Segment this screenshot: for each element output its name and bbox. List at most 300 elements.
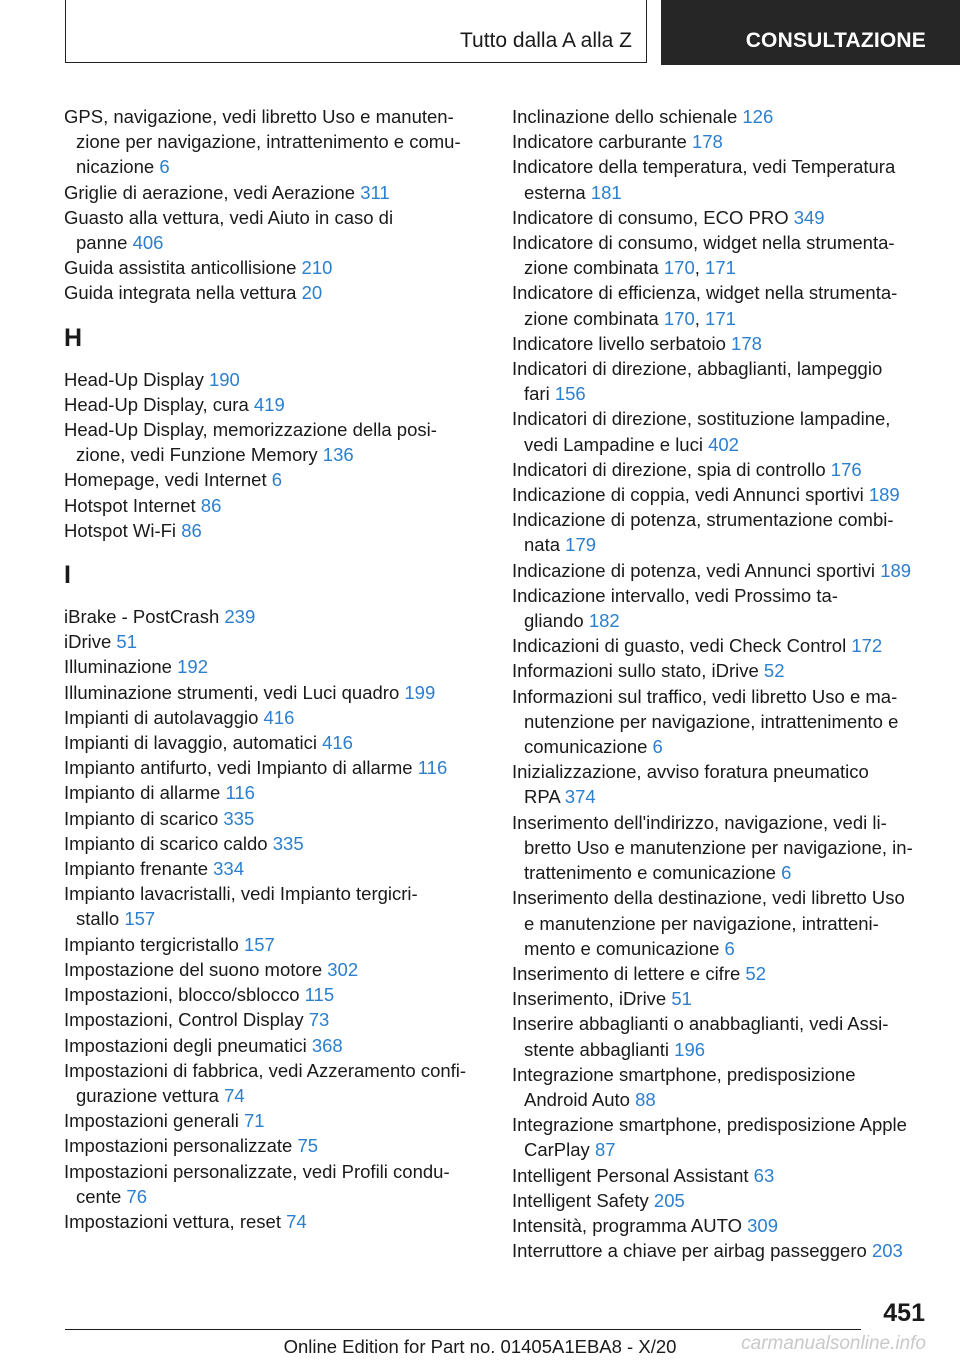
- page-link[interactable]: 171: [705, 257, 736, 279]
- index-entry: [512, 759, 932, 809]
- page-link[interactable]: 116: [225, 782, 255, 804]
- index-entry: [64, 932, 484, 957]
- page-link[interactable]: 86: [181, 519, 202, 541]
- index-entry-text: gliando: [524, 610, 584, 632]
- index-entry-text: CarPlay: [524, 1139, 590, 1161]
- index-entry: [64, 205, 484, 255]
- index-entry-line: [512, 205, 932, 230]
- index-entry-text: Intensità, programma AUTO: [512, 1214, 742, 1236]
- page-link[interactable]: 210: [301, 257, 333, 279]
- index-entry-line: [512, 532, 932, 557]
- index-entry-line: [512, 1137, 932, 1162]
- index-entry-text: Impostazione del suono motore: [64, 958, 323, 980]
- index-entry-line: [64, 1033, 484, 1058]
- index-entry-text: iDrive: [64, 631, 112, 653]
- index-entry-line: [512, 810, 932, 835]
- index-entry-text: gurazione vettura: [76, 1084, 219, 1106]
- index-entry-text: Indicatore di efficienza, widget nella strumenta-: [512, 282, 898, 304]
- index-entry: [64, 982, 484, 1007]
- index-entry-text: panne: [76, 232, 128, 254]
- index-entry-text: Impianto di scarico caldo: [64, 832, 268, 854]
- page-link[interactable]: 136: [322, 444, 354, 466]
- header-tab: [661, 0, 960, 65]
- index-entry: [512, 810, 932, 886]
- index-column-right: [512, 104, 932, 1263]
- page-link[interactable]: 178: [731, 332, 762, 354]
- index-entry: [64, 518, 484, 543]
- page-link[interactable]: 190: [208, 368, 240, 390]
- index-entry-line: [64, 467, 484, 492]
- index-entry-text: trattenimento e comunicazione: [524, 862, 776, 884]
- page-link[interactable]: 178: [691, 131, 723, 153]
- index-entry-line: [512, 104, 932, 129]
- index-entry-line: [64, 654, 484, 679]
- index-entry-text: Impostazioni, blocco/sblocco: [64, 984, 300, 1006]
- index-entry-line: [64, 604, 484, 629]
- index-entry: [512, 205, 932, 230]
- index-entry: [512, 961, 932, 986]
- page-link[interactable]: 116: [417, 757, 448, 779]
- index-entry: [64, 705, 484, 730]
- index-entry-line: [64, 1159, 484, 1184]
- index-entry: [512, 1163, 932, 1188]
- index-entry: [512, 1238, 932, 1263]
- index-entry-text: Indicatore di consumo, ECO PRO: [512, 206, 789, 228]
- index-entry-line: [512, 658, 932, 683]
- index-entry: [64, 1033, 484, 1058]
- index-entry-line: [512, 457, 932, 482]
- page-link[interactable]: 402: [708, 433, 739, 455]
- page-link[interactable]: 406: [132, 232, 164, 254]
- page-link[interactable]: 76: [126, 1185, 147, 1207]
- index-entry: [512, 633, 932, 658]
- index-entry-text: Impostazioni generali: [64, 1110, 239, 1132]
- page-link[interactable]: 205: [653, 1189, 685, 1211]
- index-entry-text: Guida assistita anticollisione: [64, 257, 297, 279]
- index-entry-text: Guida integrata nella vettura: [64, 282, 297, 304]
- index-entry-text: Inserimento, iDrive: [512, 988, 667, 1010]
- index-entry-line: [512, 1087, 932, 1112]
- index-entry-line: [64, 856, 484, 881]
- index-entry-line: [512, 759, 932, 784]
- index-entry-line: [64, 831, 484, 856]
- index-entry-text: iBrake - PostCrash: [64, 606, 220, 628]
- index-entry-line: [64, 1007, 484, 1032]
- index-entry-text: Indicatore livello serbatoio: [512, 332, 726, 354]
- index-entry-text: Indicatori di direzione, spia di controllo: [512, 458, 826, 480]
- index-entry: [512, 230, 932, 280]
- index-entry-line: [512, 154, 932, 179]
- page-link[interactable]: 6: [652, 736, 663, 758]
- index-entry-line: [512, 1011, 932, 1036]
- index-entry-text: Indicazione di potenza, strumentazione combi-: [512, 509, 894, 531]
- index-entry-line: [512, 633, 932, 658]
- index-entry: [512, 129, 932, 154]
- index-entry: [512, 558, 932, 583]
- page-link[interactable]: 74: [224, 1084, 245, 1106]
- index-entry: [512, 583, 932, 633]
- page-link[interactable]: 199: [404, 681, 436, 703]
- index-entry-text: Intelligent Personal Assistant: [512, 1164, 749, 1186]
- index-entry-line: [64, 932, 484, 957]
- index-entry-line: [64, 730, 484, 755]
- page-link[interactable]: 181: [590, 181, 622, 203]
- index-entry-text: Inserimento della destinazione, vedi libretto Uso: [512, 887, 905, 909]
- index-entry-line: [512, 835, 932, 860]
- index-entry-line: [512, 331, 932, 356]
- page-link[interactable]: 52: [763, 660, 785, 682]
- index-entry: [512, 986, 932, 1011]
- index-entry: [64, 831, 484, 856]
- page-link[interactable]: 239: [224, 606, 256, 628]
- index-entry-text: Impianto frenante: [64, 858, 208, 880]
- index-entry: [64, 367, 484, 392]
- index-entry-line: [64, 906, 484, 931]
- index-entry-text: Impianti di lavaggio, automatici: [64, 732, 317, 754]
- index-entry: [512, 1112, 932, 1162]
- index-entry: [64, 856, 484, 881]
- index-entry-text: Head-Up Display: [64, 368, 204, 390]
- index-entry-text: Informazioni sul traffico, vedi libretto Uso e ma-: [512, 685, 898, 707]
- index-entry: [64, 680, 484, 705]
- page-link[interactable]: 368: [311, 1034, 343, 1056]
- index-entry-line: [512, 583, 932, 608]
- index-entry-text: mento e comunicazione: [524, 937, 720, 959]
- page-link[interactable]: 157: [243, 933, 275, 955]
- index-entry-line: [64, 705, 484, 730]
- page-link[interactable]: 156: [554, 383, 586, 405]
- index-entry-line: [64, 493, 484, 518]
- page-link[interactable]: 349: [793, 206, 825, 228]
- index-entry-text: nicazione: [76, 156, 155, 178]
- index-entry-text: Guasto alla vettura, vedi Aiuto in caso di: [64, 206, 394, 228]
- page-link[interactable]: 302: [327, 958, 359, 980]
- index-entry-line: [512, 684, 932, 709]
- index-entry-line: [64, 957, 484, 982]
- index-entry-text: Hotspot Wi-Fi: [64, 519, 177, 541]
- index-entry: [64, 255, 484, 280]
- page-link[interactable]: 75: [297, 1135, 319, 1157]
- index-entry: [64, 467, 484, 492]
- index-entry: [512, 885, 932, 961]
- page-link[interactable]: 374: [564, 786, 596, 808]
- page-link[interactable]: 176: [830, 458, 862, 480]
- index-entry-line: [512, 129, 932, 154]
- header-section-box: [65, 0, 647, 63]
- page-link[interactable]: 309: [747, 1214, 778, 1236]
- index-entry-line: [512, 1188, 932, 1213]
- index-entry-text: Griglie di aerazione, vedi Aerazione: [64, 181, 356, 203]
- index-entry-line: [64, 1184, 484, 1209]
- index-entry: [64, 1007, 484, 1032]
- index-entry-text: Hotspot Internet: [64, 494, 196, 516]
- index-entry-line: zione combinata 170, 171: [524, 257, 736, 279]
- index-entry-text: Impostazioni, Control Display: [64, 1009, 304, 1031]
- index-entry: [64, 1133, 484, 1158]
- index-entry-text: e manutenzione per navigazione, intratteni-: [524, 912, 879, 934]
- index-entry-text: fari: [524, 383, 550, 405]
- index-letter-heading: H: [64, 323, 83, 352]
- index-entry-line: [64, 1058, 484, 1083]
- index-entry-line: [512, 734, 932, 759]
- index-entry-text: Indicatore di consumo, widget nella strumenta-: [512, 232, 895, 254]
- page-link[interactable]: 63: [753, 1164, 775, 1186]
- index-entry-line: [512, 608, 932, 633]
- page-link[interactable]: 86: [200, 494, 222, 516]
- index-entry-text: nutenzione per navigazione, intrattenimento e: [524, 710, 899, 732]
- index-entry-line: [64, 755, 484, 780]
- index-entry-text: zione per navigazione, intrattenimento e comu-: [76, 131, 461, 153]
- index-entry-text: stente abbaglianti: [524, 1038, 670, 1060]
- index-entry-line: [64, 1108, 484, 1133]
- index-entry-text: Indicatori di direzione, abbaglianti, lampeggio: [512, 358, 883, 380]
- page-link[interactable]: 182: [588, 610, 620, 632]
- index-entry: [512, 658, 932, 683]
- index-entry: [64, 1159, 484, 1209]
- index-entry-line: [64, 180, 484, 205]
- index-entry-text: bretto Uso e manutenzione per navigazione, in-: [524, 836, 913, 858]
- index-entry-text: Illuminazione: [64, 656, 172, 678]
- index-entry-text: Interruttore a chiave per airbag passeggero: [512, 1240, 867, 1262]
- index-entry-text: Indicazione di potenza, vedi Annunci sportivi: [512, 559, 876, 581]
- index-entry: [64, 780, 484, 805]
- index-entry: [512, 482, 932, 507]
- index-entry-text: Impianti di autolavaggio: [64, 706, 259, 728]
- index-entry-line: [512, 1238, 932, 1263]
- page-link[interactable]: 87: [594, 1139, 616, 1161]
- page-link[interactable]: 74: [286, 1210, 307, 1232]
- index-entry-line: [512, 432, 932, 457]
- index-entry-line: [512, 860, 932, 885]
- index-entry: [512, 406, 932, 456]
- index-entry-text: RPA: [524, 786, 560, 808]
- index-entry: [512, 1188, 932, 1213]
- index-entry-text: Indicazioni di guasto, vedi Check Control: [512, 635, 847, 657]
- index-entry-text: Head-Up Display, cura: [64, 393, 249, 415]
- index-entry: [512, 104, 932, 129]
- index-entry: [64, 392, 484, 417]
- watermark: carmanualsonline.info: [741, 1333, 926, 1354]
- index-entry-text: comunicazione: [524, 736, 648, 758]
- index-entry-line: [512, 482, 932, 507]
- index-entry: [512, 1062, 932, 1112]
- index-entry: [64, 1209, 484, 1234]
- index-entry-text: nata: [524, 534, 561, 556]
- page-link[interactable]: 170: [663, 307, 695, 329]
- index-entry-line: [64, 129, 484, 154]
- page-link[interactable]: 52: [745, 962, 766, 984]
- index-entry: [512, 154, 932, 204]
- page-link[interactable]: 203: [871, 1240, 903, 1262]
- page-link[interactable]: 311: [360, 181, 390, 203]
- page-link[interactable]: 115: [304, 984, 335, 1006]
- index-entry-line: [512, 1037, 932, 1062]
- index-entry-line: [512, 1112, 932, 1137]
- page-number: 451: [883, 1299, 925, 1327]
- page-link[interactable]: 189: [880, 559, 912, 581]
- index-entry: [64, 755, 484, 780]
- index-entry-line: [64, 518, 484, 543]
- index-entry-line: [512, 507, 932, 532]
- index-entry-text: Inserimento dell'indirizzo, navigazione, vedi li-: [512, 811, 887, 833]
- page-link[interactable]: 73: [308, 1009, 330, 1031]
- page-link[interactable]: 88: [635, 1088, 656, 1110]
- index-entry: [512, 1213, 932, 1238]
- index-entry: [64, 1058, 484, 1108]
- index-entry-line: [512, 961, 932, 986]
- index-entry-text: Inclinazione dello schienale: [512, 106, 738, 127]
- index-entry-text: Impostazioni di fabbrica, vedi Azzeramento confi-: [64, 1059, 467, 1081]
- page-link[interactable]: 192: [177, 656, 208, 678]
- footer-edition: Online Edition for Part no. 01405A1EBA8 - X/20: [283, 1336, 677, 1357]
- page-link[interactable]: 419: [253, 393, 285, 415]
- page-link[interactable]: 6: [159, 156, 170, 178]
- index-entry-text: Indicatore della temperatura, vedi Temperatura: [512, 156, 896, 178]
- index-entry-text: Informazioni sullo stato, iDrive: [512, 660, 759, 682]
- index-entry-line: [64, 780, 484, 805]
- index-entry: [64, 806, 484, 831]
- index-entry-line: [64, 154, 484, 179]
- index-entry-line: [64, 806, 484, 831]
- page-link[interactable]: 189: [868, 484, 900, 506]
- page-link[interactable]: 126: [742, 106, 774, 127]
- index-entry-line: [512, 180, 932, 205]
- index-entry-line: [512, 936, 932, 961]
- index-entry-line: [512, 1163, 932, 1188]
- index-letter-heading: I: [64, 561, 71, 590]
- index-entry-line: [512, 911, 932, 936]
- index-entry-text: Android Auto: [524, 1088, 630, 1110]
- index-entry-line: [64, 280, 484, 305]
- index-entry-text: zione combinata: [524, 307, 659, 329]
- index-entry-text: vedi Lampadine e luci: [524, 433, 703, 455]
- index-entry-line: [64, 1133, 484, 1158]
- index-entry-text: Head-Up Display, memorizzazione della posi-: [64, 419, 437, 441]
- page-link[interactable]: 6: [781, 862, 792, 884]
- index-entry: [64, 881, 484, 931]
- page-link[interactable]: 71: [243, 1110, 265, 1132]
- index-entry: [64, 1108, 484, 1133]
- index-entry-line: [512, 280, 932, 305]
- page-link[interactable]: 6: [724, 937, 735, 959]
- index-entry-line: [512, 709, 932, 734]
- index-entry-text: Integrazione smartphone, predisposizione Apple: [512, 1114, 907, 1136]
- index-entry-line: [64, 680, 484, 705]
- page-link[interactable]: 172: [851, 635, 883, 657]
- page-link[interactable]: 6: [271, 469, 283, 491]
- index-entry-text: Impianto tergicristallo: [64, 933, 239, 955]
- page-link[interactable]: 20: [301, 282, 323, 304]
- index-entry-text: Impostazioni personalizzate: [64, 1135, 293, 1157]
- index-entry-text: esterna: [524, 181, 586, 203]
- page-link[interactable]: 170: [663, 257, 695, 279]
- index-entry-text: Impianto di scarico: [64, 807, 219, 829]
- index-column-left: [64, 104, 484, 1234]
- index-entry-text: Impianto antifurto, vedi Impianto di allarme: [64, 757, 413, 779]
- index-entry: [64, 104, 484, 180]
- index-entry-text: Impostazioni degli pneumatici: [64, 1034, 307, 1056]
- page-link[interactable]: 171: [705, 307, 736, 329]
- page-link[interactable]: 51: [671, 988, 692, 1010]
- index-entry: [64, 730, 484, 755]
- index-entry-text: Integrazione smartphone, predisposizione: [512, 1063, 856, 1085]
- index-entry: [512, 280, 932, 330]
- index-entry: [512, 1011, 932, 1061]
- index-entry-line: [512, 230, 932, 255]
- index-entry: [64, 654, 484, 679]
- index-entry-line: [512, 406, 932, 431]
- footer-rule: [65, 1329, 861, 1330]
- index-entry-line: [512, 558, 932, 583]
- index-entry-text: Inserire abbaglianti o anabbaglianti, vedi Assi-: [512, 1013, 889, 1035]
- index-entry-text: zione combinata: [524, 257, 659, 279]
- index-entry-line: [64, 392, 484, 417]
- index-entry-line: [512, 356, 932, 381]
- index-entry-text: Indicatori di direzione, sostituzione lampadine,: [512, 408, 891, 430]
- index-entry: [64, 957, 484, 982]
- page-link[interactable]: 157: [124, 908, 156, 930]
- index-entry-text: Illuminazione strumenti, vedi Luci quadro: [64, 681, 400, 703]
- header-tab-label: CONSULTAZIONE: [745, 29, 926, 52]
- index-entry-line: [512, 885, 932, 910]
- index-entry: [512, 356, 932, 406]
- index-entry-text: Homepage, vedi Internet: [64, 469, 267, 491]
- index-entry-line: [512, 784, 932, 809]
- index-entry: [64, 604, 484, 629]
- index-entry-line: [64, 442, 484, 467]
- index-entry-line: [64, 417, 484, 442]
- index-entry-text: Impianto di allarme: [64, 782, 221, 804]
- index-entry-text: Inizializzazione, avviso foratura pneumatico: [512, 761, 869, 783]
- index-entry: [64, 493, 484, 518]
- index-entry-text: Indicazione intervallo, vedi Prossimo ta-: [512, 584, 838, 606]
- index-entry-text: Inserimento di lettere e cifre: [512, 962, 741, 984]
- index-entry-text: stallo: [76, 908, 120, 930]
- index-entry: [512, 507, 932, 557]
- page-link[interactable]: 196: [674, 1038, 706, 1060]
- index-entry-line: [64, 230, 484, 255]
- index-entry-line: [64, 1209, 484, 1234]
- index-entry: [512, 331, 932, 356]
- index-entry-text: cente: [76, 1185, 122, 1207]
- index-entry-text: Intelligent Safety: [512, 1189, 649, 1211]
- page-link[interactable]: 416: [263, 706, 295, 728]
- index-entry: [64, 417, 484, 467]
- index-entry-line: [64, 1083, 484, 1108]
- index-entry-line: [64, 255, 484, 280]
- page-link[interactable]: 334: [213, 858, 244, 880]
- index-entry-line: [64, 881, 484, 906]
- page-link[interactable]: 51: [116, 631, 137, 653]
- index-entry-text: Impianto lavacristalli, vedi Impianto tergicri-: [64, 883, 418, 905]
- page-link[interactable]: 416: [322, 732, 353, 754]
- index-entry-line: [512, 1062, 932, 1087]
- page-link[interactable]: 335: [272, 832, 304, 854]
- page-link[interactable]: 179: [565, 534, 597, 556]
- index-entry: [64, 180, 484, 205]
- index-entry-line: [512, 381, 932, 406]
- page-link[interactable]: 335: [223, 807, 255, 829]
- index-entry-line: [512, 1213, 932, 1238]
- index-entry-text: GPS, navigazione, vedi libretto Uso e manuten-: [64, 106, 454, 127]
- index-entry: [512, 457, 932, 482]
- index-entry: [512, 684, 932, 760]
- index-entry-line: zione combinata 170, 171: [524, 307, 736, 329]
- index-entry-text: Indicazione di coppia, vedi Annunci sportivi: [512, 484, 864, 506]
- index-entry-line: [64, 367, 484, 392]
- index-entry-text: Impostazioni personalizzate, vedi Profili condu-: [64, 1160, 450, 1182]
- index-entry-line: [64, 982, 484, 1007]
